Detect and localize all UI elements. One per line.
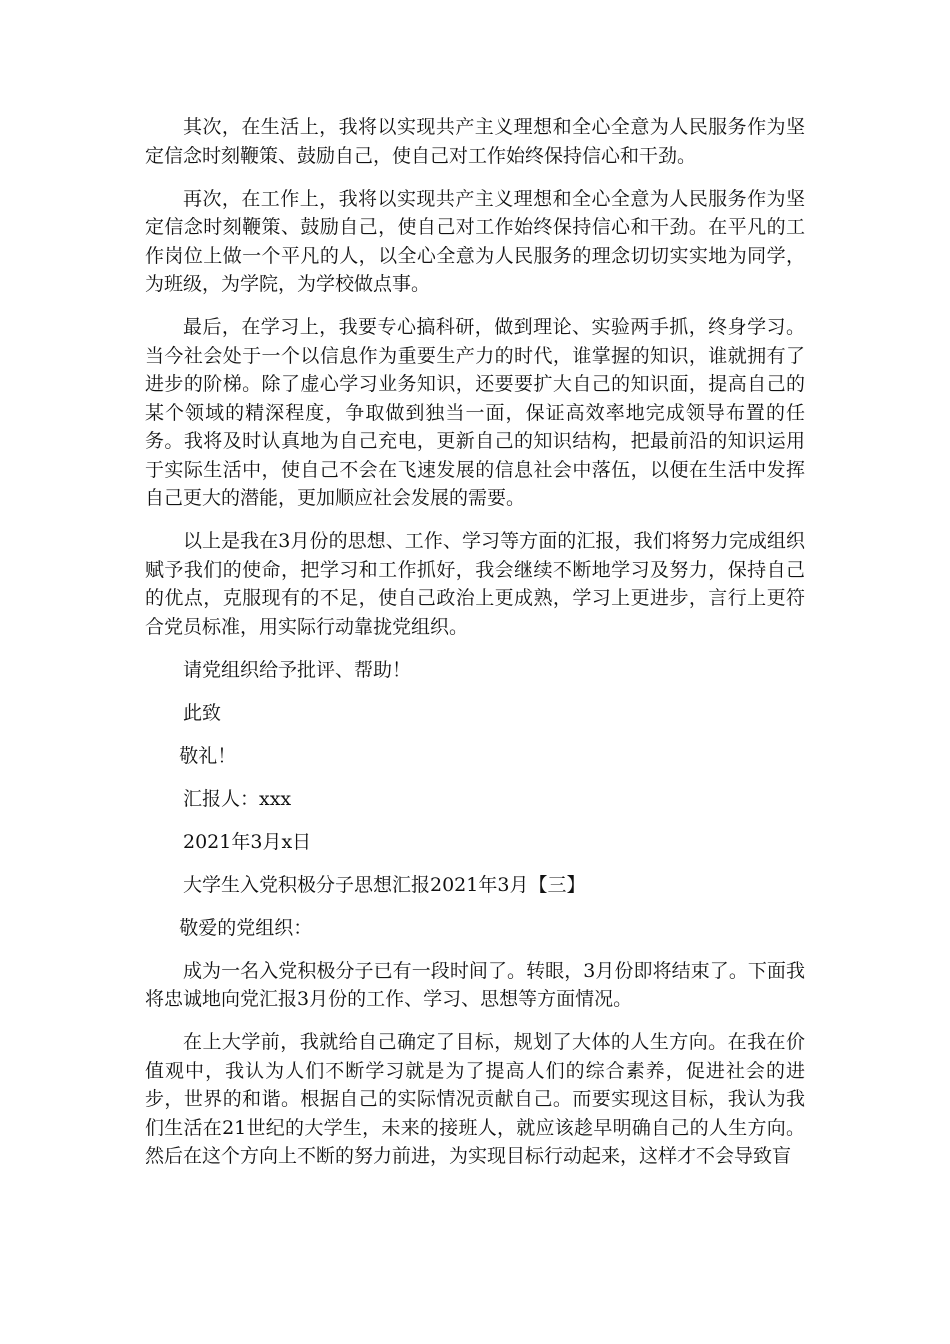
closing-request: 请党组织给予批评、帮助！ [183, 658, 412, 681]
paragraph-goals: 在上大学前，我就给自己确定了目标，规划了大体的人生方向。在我在价值观中，我认为人们不断学习就是为了提高人们的综合素养，促进社会的进步，世界的和谐。根据自己的实际情况贡献自己。而要实现这目标，我认为我们生活在21世纪的大学生，未来的接班人，就应该趁早明确自己的人生方向。然后在这个方向上不断的努力前进，为实现目标行动起来，这样才不会导致盲 [145, 1031, 805, 1167]
paragraph-life: 其次，在生活上，我将以实现共产主义理想和全心全意为人民服务作为坚定信念时刻鞭策、鼓励自己，使自己对工作始终保持信心和干劲。 [145, 116, 805, 167]
section-title: 大学生入党积极分子思想汇报2021年3月【三】 [183, 873, 586, 896]
paragraph-summary: 以上是我在3月份的思想、工作、学习等方面的汇报，我们将努力完成组织赋予我们的使命，把学习和工作抓好，我会继续不断地学习及努力，保持自己的优点，克服现有的不足，使自己政治上更成熟，学习上更进步，言行上更符合党员标准，用实际行动靠拢党组织。 [145, 530, 805, 638]
document-page [145, 113, 805, 1185]
salutation: 敬爱的党组织： [179, 916, 313, 939]
paragraph-intro: 成为一名入党积极分子已有一段时间了。转眼，3月份即将结束了。下面我将忠诚地向党汇报3月份的工作、学习、思想等方面情况。 [145, 959, 805, 1010]
date-line: 2021年3月x日 [183, 830, 312, 853]
closing-jingli: 敬礼！ [179, 744, 237, 767]
reporter-line: 汇报人：xxx [183, 787, 292, 810]
paragraph-study: 最后，在学习上，我要专心搞科研，做到理论、实验两手抓，终身学习。当今社会处于一个以信息作为重要生产力的时代，谁掌握的知识，谁就拥有了进步的阶梯。除了虚心学习业务知识，还要要扩大自己的知识面，提高自己的某个领域的精深程度，争取做到独当一面，保证高效率地完成领导布置的任务。我将及时认真地为自己充电，更新自己的知识结构，把最前沿的知识运用于实际生活中，使自己不会在飞速发展的信息社会中落伍，以便在生活中发挥自己更大的潜能，更加顺应社会发展的需要。 [145, 316, 805, 509]
paragraph-work: 再次，在工作上，我将以实现共产主义理想和全心全意为人民服务作为坚定信念时刻鞭策、鼓励自己，使自己对工作始终保持信心和干劲。在平凡的工作岗位上做一个平凡的人，以全心全意为人民服务的理念切切实实地为同学，为班级，为学院，为学校做点事。 [145, 187, 805, 295]
closing-cizhi: 此致 [183, 701, 222, 724]
